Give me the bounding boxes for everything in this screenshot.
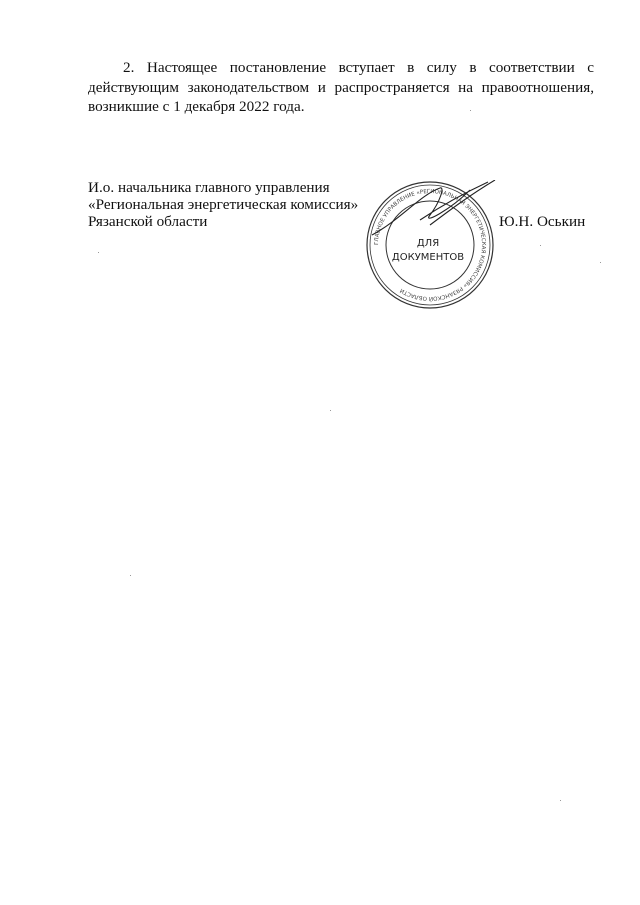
paragraph-line: действующим законодательством и распространяется на правоотношения,	[88, 78, 594, 96]
paragraph-line: 2. Настоящее постановление вступает в силу в соответствии с	[123, 59, 594, 76]
stamp-seal-icon	[360, 180, 500, 310]
position-line: Рязанской области	[88, 213, 208, 230]
position-line: «Региональная энергетическая комиссия»	[88, 196, 359, 213]
signature-position	[88, 179, 358, 230]
stamp-ring-text: ГЛАВНОЕ УПРАВЛЕНИЕ «РЕГИОНАЛЬНАЯ ЭНЕРГЕТИЧЕСКАЯ КОМИССИЯ» РЯЗАНСКОЙ ОБЛАСТИ	[373, 188, 487, 302]
position-line: И.о. начальника главного управления	[88, 179, 330, 196]
paragraph-line: возникшие с 1 декабря 2022 года.	[88, 98, 305, 115]
body-paragraph	[88, 58, 594, 117]
signer-name: Ю.Н. Оськин	[499, 213, 586, 230]
stamp-center-line2: ДОКУМЕНТОВ	[391, 252, 465, 263]
stamp-center-line1: ДЛЯ	[416, 238, 440, 249]
official-stamp	[360, 180, 500, 310]
